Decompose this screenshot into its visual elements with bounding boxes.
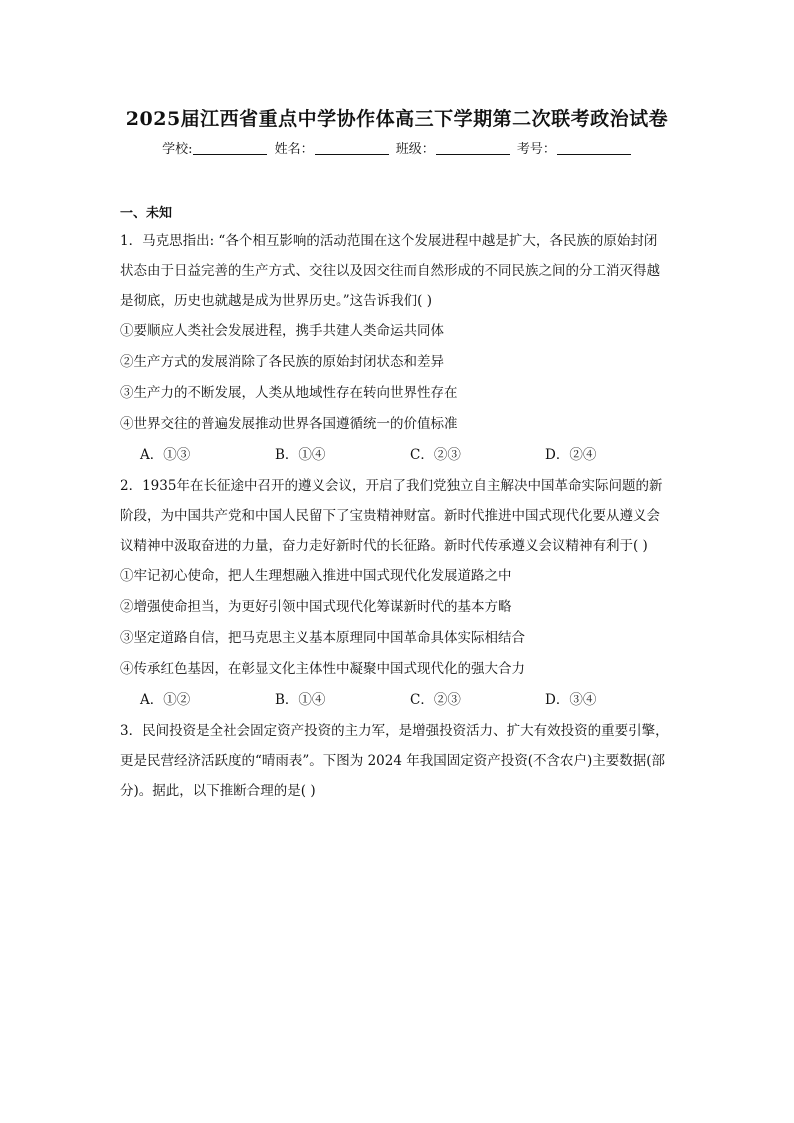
choice-a[interactable]: A．①③ — [140, 447, 191, 463]
choice-a[interactable]: A．①② — [140, 692, 191, 708]
class-blank[interactable] — [436, 141, 510, 155]
statement-option: ④传承红色基因，在彰显文化主体性中凝聚中国式现代化的强大合力 — [120, 661, 525, 677]
choice-b[interactable]: B．①④ — [275, 447, 326, 463]
answer-choices — [120, 685, 680, 716]
question-stem-line: 议精神中汲取奋进的力量，奋力走好新时代的长征路。新时代传承遵义会议精神有利于( ) — [120, 538, 648, 554]
choice-b[interactable]: B．①④ — [275, 692, 326, 708]
school-label: 学校: — [162, 142, 193, 157]
exam-title: 2025届江西省重点中学协作体高三下学期第二次联考政治试卷 — [125, 108, 669, 130]
question-1 — [120, 226, 680, 471]
choice-d[interactable]: D．②④ — [545, 447, 597, 463]
statement-option: ④世界交往的普遍发展推动世界各国遵循统一的价值标准 — [120, 416, 458, 432]
question-stem-line: 2．1935年在长征途中召开的遵义会议，开启了我们党独立自主解决中国革命实际问题的新 — [120, 478, 663, 494]
question-stem-line: 1．马克思指出: “各个相互影响的活动范围在这个发展进程中越是扩大，各民族的原始封闭 — [120, 233, 658, 249]
question-stem-line: 分)。据此，以下推断合理的是( ) — [120, 783, 316, 799]
statement-option: ①要顺应人类社会发展进程，携手共建人类命运共同体 — [120, 323, 444, 339]
question-stem-line: 3．民间投资是全社会固定资产投资的主力军，是增强投资活力、扩大有效投资的重要引擎， — [120, 723, 669, 739]
question-stem-line: 状态由于日益完善的生产方式、交往以及因交往而自然形成的不同民族之间的分工消灭得越 — [120, 263, 660, 279]
statement-option: ③生产力的不断发展，人类从地域性存在转向世界性存在 — [120, 385, 458, 401]
choice-c[interactable]: C．②③ — [410, 692, 461, 708]
statement-option: ①牢记初心使命，把人生理想融入推进中国式现代化发展道路之中 — [120, 568, 512, 584]
question-stem-line: 更是民营经济活跃度的“晴雨表”。下图为 2024 年我国固定资产投资(不含农户)主要数据(部 — [120, 753, 666, 769]
question-2 — [120, 471, 680, 716]
statement-option: ③坚定道路自信，把马克思主义基本原理同中国革命具体实际相结合 — [120, 630, 525, 646]
name-blank[interactable] — [315, 141, 389, 155]
statement-option: ②增强使命担当，为更好引领中国式现代化筹谋新时代的基本方略 — [120, 599, 512, 615]
statement-option: ②生产方式的发展消除了各民族的原始封闭状态和差异 — [120, 354, 444, 370]
name-label: 姓名： — [274, 142, 314, 157]
student-info-line — [0, 138, 794, 157]
exam-number-label: 考号： — [516, 142, 556, 157]
question-stem-line: 是彻底，历史也就越是成为世界历史。”这告诉我们( ) — [120, 293, 432, 309]
exam-number-blank[interactable] — [557, 141, 631, 155]
question-stem-line: 阶段，为中国共产党和中国人民留下了宝贵精神财富。新时代推进中国式现代化要从遵义会 — [120, 508, 660, 524]
section-heading: 一、未知 — [120, 206, 173, 221]
choice-c[interactable]: C．②③ — [410, 447, 461, 463]
choice-d[interactable]: D．③④ — [545, 692, 597, 708]
school-blank[interactable] — [193, 141, 267, 155]
answer-choices — [120, 440, 680, 471]
question-3 — [120, 716, 680, 806]
questions — [120, 226, 680, 806]
class-label: 班级： — [395, 142, 435, 157]
